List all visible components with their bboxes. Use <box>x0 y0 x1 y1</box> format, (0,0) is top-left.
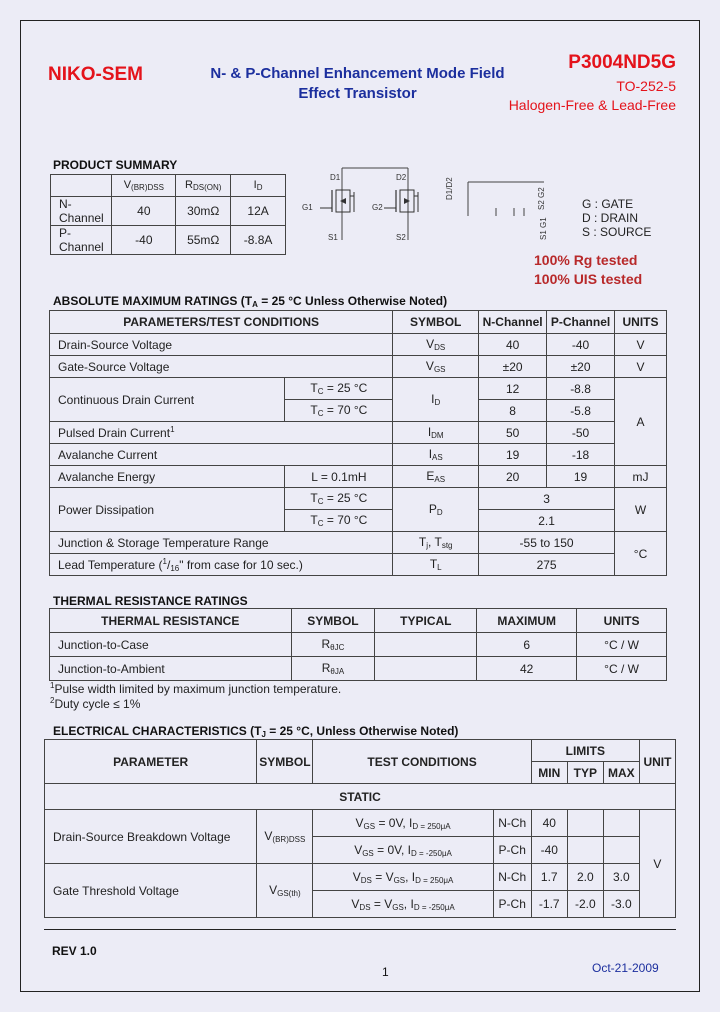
table-row <box>50 466 667 488</box>
sym-sub: GS(th) <box>277 889 301 898</box>
p-cell: -5.8 <box>547 400 615 422</box>
c-rest: = 25 °C <box>323 381 368 395</box>
header-id: $I_D$ <box>231 175 286 197</box>
cond-cell <box>285 488 393 510</box>
cond-rest: D = 250μA <box>412 821 451 831</box>
c: T <box>310 513 318 527</box>
sym: T <box>418 535 427 549</box>
abs-max-table <box>49 310 667 576</box>
label-s1: S1 <box>328 233 338 242</box>
p-cell: 19 <box>547 466 615 488</box>
channel-cell: P-Ch <box>493 837 531 864</box>
uis-tested-label: 100% UIS tested <box>534 271 643 287</box>
label-g1: G1 <box>302 203 313 212</box>
c: T <box>310 381 318 395</box>
cond-cell: $V_{GS} = 0V$, $I_{D = 250\mu A}$ <box>313 810 493 837</box>
title-text: ELECTRICAL CHARACTERISTICS (T <box>53 724 262 738</box>
unit-cell: V <box>615 334 667 356</box>
c-rest: = 25 °C <box>323 491 368 505</box>
note-text: Duty cycle ≤ 1% <box>54 697 141 711</box>
abs-max-title <box>53 294 447 309</box>
param-cell: Avalanche Energy <box>50 466 285 488</box>
min-cell: 40 <box>531 810 567 837</box>
cond-rest: D = -250μA <box>413 902 455 912</box>
sym: P <box>428 502 437 516</box>
symbol-cell <box>393 488 479 532</box>
sym: I <box>427 425 432 439</box>
sym-sub: D <box>436 508 443 517</box>
title-sub: A <box>252 300 258 309</box>
col-header: MAXIMUM <box>477 609 577 633</box>
channel-cell: P-Ch <box>493 891 531 918</box>
footnote-2: $^2$Duty cycle ≤ 1% <box>50 696 141 711</box>
c: T <box>310 491 318 505</box>
p-cell: -8.8 <box>547 378 615 400</box>
param-cell: Drain-Source Breakdown Voltage <box>45 810 257 864</box>
min-cell: 1.7 <box>531 864 567 891</box>
typ-cell: -2.0 <box>567 891 603 918</box>
param-cell: Gate Threshold Voltage <box>45 864 257 918</box>
table-row <box>51 197 286 226</box>
cond-rest: D = 250μA <box>415 875 454 885</box>
header-rds: $R_{DS(ON)}$ <box>176 175 231 197</box>
sym-sub: GS <box>433 365 446 374</box>
symbol-cell <box>257 864 313 918</box>
title-line-2: Effect Transistor <box>298 85 417 102</box>
typ-cell <box>375 633 477 657</box>
cell-vbr: 40 <box>112 197 176 226</box>
unit-cell: A <box>615 378 667 466</box>
cond-cell <box>285 400 393 422</box>
typ-cell <box>567 810 603 837</box>
n-cell: 12 <box>479 378 547 400</box>
symbol-cell <box>393 532 479 554</box>
table-row <box>50 532 667 554</box>
sym-sub: θJA <box>330 667 345 676</box>
param-cell: Junction-to-Case <box>50 633 292 657</box>
frac-num: 1 <box>162 556 167 566</box>
min-cell: -1.7 <box>531 891 567 918</box>
package-pins-right: S2 G2 <box>537 187 546 210</box>
col-header: MAX <box>603 762 639 784</box>
pin-source: S : SOURCE <box>582 225 652 239</box>
header-vbr: $V_{(BR)DSS}$ <box>112 175 176 197</box>
c-rest: = 70 °C <box>323 513 368 527</box>
p-cell: ±20 <box>547 356 615 378</box>
table-row <box>45 810 676 837</box>
sym-sub: DM <box>431 431 444 440</box>
title-rest: = 25 °C Unless Otherwise Noted) <box>257 294 448 308</box>
symbol-cell <box>257 810 313 864</box>
symbol-cell <box>291 633 375 657</box>
section-header: STATIC <box>45 784 676 810</box>
label-d1: D1 <box>330 173 341 182</box>
part-number: P3004ND5G <box>568 52 676 73</box>
n-cell: 40 <box>479 334 547 356</box>
col-header: N-Channel <box>479 311 547 334</box>
p: Pulsed Drain Current <box>58 426 171 440</box>
label-s2: S2 <box>396 233 406 242</box>
param-cell: Junction-to-Ambient <box>50 657 292 681</box>
typ-cell <box>567 837 603 864</box>
symbol-cell <box>393 356 479 378</box>
sym-sub: D <box>434 398 441 407</box>
sym-sub: AS <box>432 453 443 462</box>
param-cell: Junction & Storage Temperature Range <box>50 532 393 554</box>
sym2-sub: stg <box>441 541 453 550</box>
table-row <box>50 356 667 378</box>
unit-cell: V <box>615 356 667 378</box>
sym-sub: L <box>437 563 442 572</box>
table-row <box>45 864 676 891</box>
col-header: THERMAL RESISTANCE <box>50 609 292 633</box>
c-sub: C <box>317 497 324 506</box>
page-number: 1 <box>382 965 389 979</box>
table-row <box>50 444 667 466</box>
sym-sub: (BR)DSS <box>272 835 306 844</box>
table-row <box>50 422 667 444</box>
product-summary-title: PRODUCT SUMMARY <box>53 158 178 172</box>
pin-gate: G : GATE <box>582 197 634 211</box>
sym: I <box>431 392 435 406</box>
sym: I <box>428 447 433 461</box>
col-header: UNIT <box>639 740 675 784</box>
symbol-cell <box>393 378 479 422</box>
value-cell: 2.1 <box>479 510 615 532</box>
c-rest: = 70 °C <box>323 403 368 417</box>
sym-sub: θJC <box>330 643 345 652</box>
title-line-1: N- & P-Channel Enhancement Mode Field <box>210 65 505 82</box>
rg-tested-label: 100% Rg tested <box>534 252 638 268</box>
param-cell: Gate-Source Voltage <box>50 356 393 378</box>
table-row <box>50 488 667 510</box>
max-cell <box>603 810 639 837</box>
symbol-cell <box>393 334 479 356</box>
cell-rds: 55mΩ <box>176 226 231 255</box>
row-label: N-Channel <box>51 197 112 226</box>
symbol-cell <box>393 422 479 444</box>
unit-cell: W <box>615 488 667 532</box>
pin-drain: D : DRAIN <box>582 211 639 225</box>
unit-cell: V <box>639 810 675 918</box>
p-cell: -40 <box>547 334 615 356</box>
note-text: Pulse width limited by maximum junction temperature. <box>54 682 342 696</box>
typ-cell <box>375 657 477 681</box>
max-cell: 3.0 <box>603 864 639 891</box>
c-sub: C <box>317 519 324 528</box>
unit-cell: °C / W <box>577 633 667 657</box>
title-sub: J <box>261 730 266 739</box>
title-rest: = 25 °C, Unless Otherwise Noted) <box>265 724 459 738</box>
param-cell: Lead Temperature ($^1/_{16}$" from case for 10 sec.) <box>50 554 393 576</box>
frac-den: 16 <box>170 563 180 573</box>
label-g2: G2 <box>372 203 383 212</box>
max-cell <box>603 837 639 864</box>
col-header: SYMBOL <box>257 740 313 784</box>
cond-cell: $V_{DS} = V_{GS}$, $I_{D = 250\mu A}$ <box>313 864 493 891</box>
symbol-cell <box>393 466 479 488</box>
sym: R <box>321 661 331 675</box>
max-cell: 6 <box>477 633 577 657</box>
footnote-ref: 1 <box>170 425 175 434</box>
col-header: UNITS <box>577 609 667 633</box>
col-header: LIMITS <box>531 740 639 762</box>
col-header: TEST CONDITIONS <box>313 740 531 784</box>
brand-logo-text: NIKO-SEM <box>48 64 143 85</box>
thermal-table <box>49 608 667 681</box>
sym-sub: j <box>426 541 429 550</box>
sym-sub: AS <box>434 475 446 484</box>
package-drain-pins: D1/D2 <box>445 177 454 200</box>
sym: V <box>425 359 434 373</box>
min-cell: -40 <box>531 837 567 864</box>
cell-vbr: -40 <box>112 226 176 255</box>
title-text: ABSOLUTE MAXIMUM RATINGS (T <box>53 294 253 308</box>
symbol-cell <box>291 657 375 681</box>
unit-cell: mJ <box>615 466 667 488</box>
p: Lead Temperature ( <box>58 557 163 572</box>
p-cell: -50 <box>547 422 615 444</box>
col-header: TYPICAL <box>375 609 477 633</box>
symbol-cell <box>393 444 479 466</box>
col-header: P-Channel <box>547 311 615 334</box>
revision: REV 1.0 <box>52 944 97 958</box>
product-summary-table <box>50 174 286 255</box>
table-row <box>50 554 667 576</box>
col-header: PARAMETERS/TEST CONDITIONS <box>50 311 393 334</box>
table-row <box>50 378 667 400</box>
c-sub: C <box>317 387 324 396</box>
table-row <box>50 633 667 657</box>
cell-rds: 30mΩ <box>176 197 231 226</box>
document-date: Oct-21-2009 <box>592 961 659 975</box>
table-row <box>50 334 667 356</box>
sym: R <box>321 637 331 651</box>
col-header: MIN <box>531 762 567 784</box>
sym: V <box>269 883 278 897</box>
sym: V <box>264 829 273 843</box>
max-cell: 42 <box>477 657 577 681</box>
cond-cell <box>285 378 393 400</box>
n-cell: ±20 <box>479 356 547 378</box>
p-cell: -18 <box>547 444 615 466</box>
col-header: SYMBOL <box>291 609 375 633</box>
param-cell: Continuous Drain Current <box>50 378 285 422</box>
value-cell: -55 to 150 <box>479 532 615 554</box>
cell-id: -8.8A <box>231 226 286 255</box>
n-cell: 20 <box>479 466 547 488</box>
sym: T <box>429 557 438 571</box>
symbol-cell <box>393 554 479 576</box>
c-sub: C <box>317 409 324 418</box>
cell-id: 12A <box>231 197 286 226</box>
col-header: TYP <box>567 762 603 784</box>
electrical-table <box>44 739 676 918</box>
footnote-1: $^1$Pulse width limited by maximum junction temperature. <box>50 681 342 696</box>
param-cell <box>50 422 393 444</box>
col-header: PARAMETER <box>45 740 257 784</box>
cond-rest: D = -250μA <box>411 848 452 858</box>
package-pins-bottom: S1 G1 <box>539 217 548 240</box>
sym: E <box>426 469 435 483</box>
table-row <box>51 226 286 255</box>
col-header: SYMBOL <box>393 311 479 334</box>
typ-cell: 2.0 <box>567 864 603 891</box>
param-cell: Power Dissipation <box>50 488 285 532</box>
electrical-title <box>53 724 458 739</box>
document-title <box>185 64 530 104</box>
cond-cell: L = 0.1mH <box>285 466 393 488</box>
channel-cell: N-Ch <box>493 810 531 837</box>
c: T <box>310 403 318 417</box>
max-cell: -3.0 <box>603 891 639 918</box>
cond-cell: $V_{DS} = V_{GS}$, $I_{D = -250\mu A}$ <box>313 891 493 918</box>
cond-cell: $V_{GS} = 0V$, $I_{D = -250\mu A}$ <box>313 837 493 864</box>
p-rest: " from case for 10 sec.) <box>179 557 303 572</box>
unit-cell: °C <box>615 532 667 576</box>
value-cell: 3 <box>479 488 615 510</box>
empty-cell <box>51 175 112 197</box>
footer-divider <box>44 929 676 930</box>
value-cell: 275 <box>479 554 615 576</box>
sym: V <box>426 337 435 351</box>
sym-sub: DS <box>434 343 446 352</box>
n-cell: 19 <box>479 444 547 466</box>
row-label: P-Channel <box>51 226 112 255</box>
unit-cell: °C / W <box>577 657 667 681</box>
cond-cell <box>285 510 393 532</box>
param-cell: Drain-Source Voltage <box>50 334 393 356</box>
package-type: TO-252-5 <box>616 78 676 94</box>
channel-cell: N-Ch <box>493 864 531 891</box>
compliance-label: Halogen-Free & Lead-Free <box>508 97 676 113</box>
pin-legend <box>582 197 651 239</box>
mosfet-schematic-diagram <box>296 160 576 250</box>
table-row <box>50 657 667 681</box>
param-cell: Avalanche Current <box>50 444 393 466</box>
col-header: UNITS <box>615 311 667 334</box>
n-cell: 8 <box>479 400 547 422</box>
label-d2: D2 <box>396 173 407 182</box>
n-cell: 50 <box>479 422 547 444</box>
thermal-title: THERMAL RESISTANCE RATINGS <box>53 594 248 608</box>
sym2: , T <box>428 535 442 549</box>
